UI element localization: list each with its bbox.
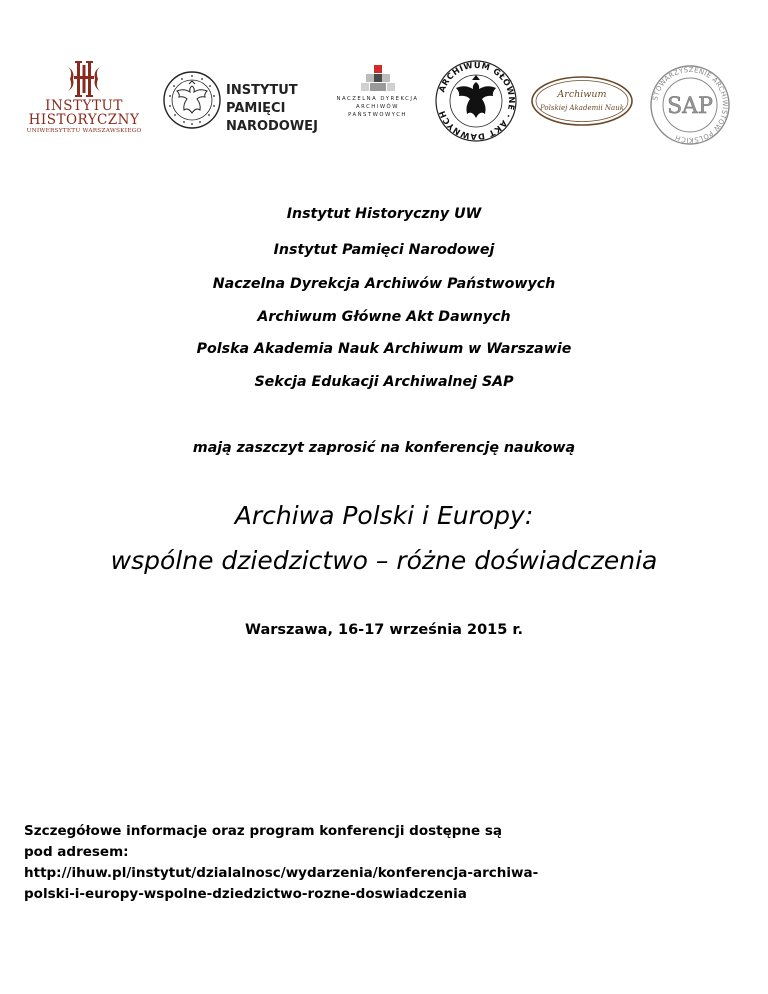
organizer-4: Archiwum Główne Akt Dawnych [257,309,511,325]
ih-emblem-icon [64,59,104,99]
details-url-line2[interactable]: polski-i-europy-wspolne-dziedzictwo-rozne-doswiadczenia [24,886,467,902]
ih-line3: UNIWERSYTETU WARSZAWSKIEGO [26,128,142,134]
details-url-line1[interactable]: http://ihuw.pl/instytut/dzialalnosc/wydarzenia/konferencja-archiwa- [24,865,539,881]
sap-ring-text: STOWARZYSZENIE ARCHIWISTÓW POLSKICH [651,65,730,145]
ndap-line2: ARCHIWÓW PAŃSTWOWYCH [348,104,407,118]
pan-line1: Archiwum [557,89,607,100]
ipn-line3: NARODOWEJ [226,119,318,134]
instytut-historyczny-logo [22,59,146,134]
ipn-eagle-seal-icon [162,70,222,130]
organizer-5: Polska Akademia Nauk Archiwum w Warszawie [196,341,572,357]
sap-logo [648,63,732,151]
invitation-text: mają zaszczyt zaprosić na konferencję naukową [192,440,576,456]
organizer-1: Instytut Historyczny UW [286,206,482,222]
agad-logo [430,58,522,148]
ndap-line1: NACZELNA DYREKCJA [336,96,419,102]
details-paragraph [24,821,744,905]
details-line2: pod adresem: [24,844,129,860]
agad-eagle-seal-icon [430,58,522,144]
pan-archive-logo [530,75,634,131]
conference-date: Warszawa, 16-17 września 2015 r. [245,622,523,638]
pan-archive-oval-icon [530,75,634,127]
sap-mark: SAP [667,94,713,119]
conference-title-line2: wspólne dziedzictwo – różne doświadczenia [110,546,658,575]
conference-title-line1: Archiwa Polski i Europy: [234,501,534,530]
ipn-line1: INSTYTUT [226,83,298,98]
ndap-blocks-icon [361,65,395,95]
agad-ring-text: ARCHIWUM GŁÓWNE · AKT DAWNYCH [436,59,518,143]
organizer-2: Instytut Pamięci Narodowej [273,242,495,258]
ipn-line2: PAMIĘCI [226,101,286,116]
ih-line1: INSTYTUT [45,98,123,114]
details-line1: Szczegółowe informacje oraz program konferencji dostępne są [24,823,503,839]
ndap-logo [330,65,425,119]
organizer-6: Sekcja Edukacji Archiwalnej SAP [254,374,514,390]
sap-seal-icon [648,63,732,147]
pan-line2: Polskiej Akademii Nauk [540,104,624,112]
logo-bar [0,55,768,145]
organizer-3: Naczelna Dyrekcja Archiwów Państwowych [212,276,556,292]
ipn-logo [162,70,322,140]
ih-line2: HISTORYCZNY [28,112,140,128]
